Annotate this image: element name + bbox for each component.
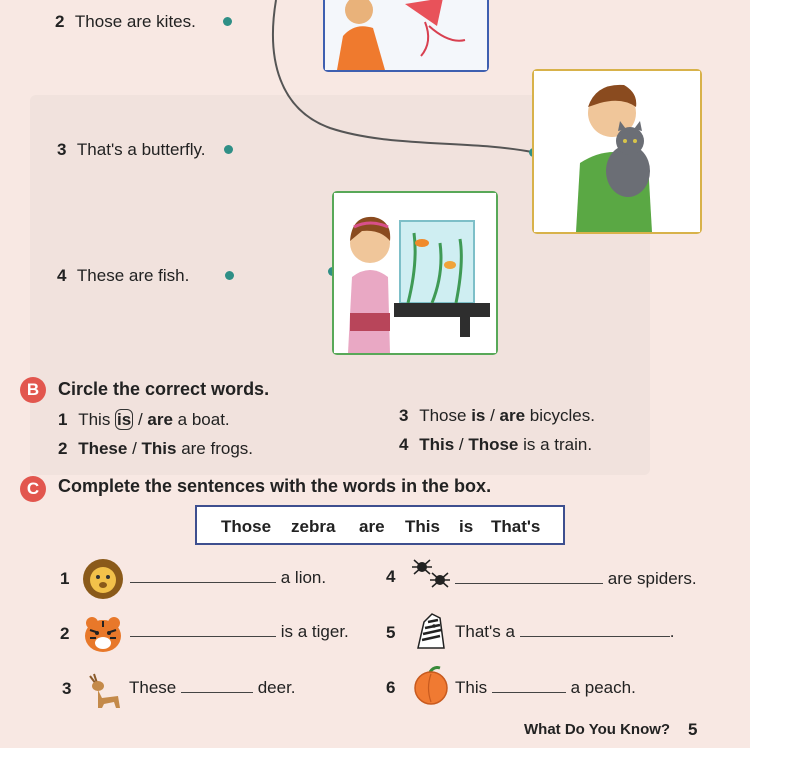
item-number: 2 — [58, 439, 68, 458]
zebra-icon — [410, 612, 450, 650]
sentence-text: a lion. — [280, 568, 327, 587]
section-b-heading: Circle the correct words. — [58, 379, 270, 399]
matching-item-4 — [57, 266, 189, 286]
word-box-word: are — [359, 517, 385, 536]
sentence-text: That's a — [455, 622, 515, 641]
separator: / — [133, 410, 148, 429]
word-box-word: zebra — [291, 517, 336, 536]
page-number: 5 — [688, 720, 698, 739]
item-number: 4 — [399, 435, 409, 454]
spiders-icon — [410, 556, 452, 592]
sentence-text: are spiders. — [607, 569, 697, 588]
item-text: That's a butterfly. — [76, 140, 206, 159]
sentence-text: is a tiger. — [280, 622, 349, 641]
fill-sentence-5 — [455, 622, 674, 642]
fill-sentence-3 — [129, 678, 296, 698]
item-number: 4 — [386, 567, 396, 586]
word-box — [195, 505, 565, 545]
circle-item-1 — [58, 410, 230, 430]
sentence-text: This — [455, 678, 488, 697]
item-number: 3 — [399, 406, 409, 425]
circle-item-3 — [399, 406, 595, 426]
option-circled[interactable]: is — [117, 410, 132, 429]
fill-sentence-1 — [130, 568, 326, 588]
item-text: bicycles. — [525, 406, 595, 425]
item-number: 2 — [60, 624, 70, 643]
item-text: These are fish. — [76, 266, 190, 285]
option[interactable]: This — [419, 435, 455, 454]
item-number: 1 — [58, 410, 68, 429]
sentence-text: . — [669, 622, 675, 641]
item-text: This — [78, 410, 116, 429]
item-number: 6 — [386, 678, 396, 697]
word-box-word: Those — [221, 517, 272, 536]
fill-sentence-4 — [455, 569, 697, 589]
answer-blank[interactable] — [520, 622, 670, 637]
answer-blank[interactable] — [130, 622, 276, 637]
item-number: 4 — [57, 266, 67, 285]
sentence-text: deer. — [257, 678, 296, 697]
answer-blank[interactable] — [130, 568, 276, 583]
match-dot[interactable] — [225, 271, 234, 280]
cat-picture — [532, 69, 702, 234]
option[interactable]: are — [147, 410, 173, 429]
circle-item-2 — [58, 439, 253, 459]
item-number: 3 — [62, 679, 72, 698]
item-number: 3 — [57, 140, 67, 159]
option[interactable]: These — [78, 439, 128, 458]
boy-with-cat-illustration — [534, 71, 700, 232]
peach-icon — [412, 666, 450, 706]
answer-blank[interactable] — [492, 678, 566, 693]
sentence-text: These — [129, 678, 177, 697]
fill-sentence-6 — [455, 678, 636, 698]
item-number: 2 — [55, 12, 65, 31]
separator: / — [485, 406, 500, 425]
tiger-icon — [82, 614, 124, 654]
section-c-badge: C — [20, 476, 46, 502]
girl-fish-tank-illustration — [334, 193, 496, 353]
circle-item-4 — [399, 435, 592, 455]
sentence-text: a peach. — [570, 678, 636, 697]
fill-sentence-2 — [130, 622, 349, 642]
answer-blank[interactable] — [181, 678, 253, 693]
item-text: Those are kites. — [74, 12, 196, 31]
kites-picture — [323, 0, 489, 72]
item-text: a boat. — [172, 410, 230, 429]
fish-picture — [332, 191, 498, 355]
item-number: 5 — [386, 623, 396, 642]
answer-blank[interactable] — [455, 569, 603, 584]
separator: / — [127, 439, 142, 458]
item-number: 1 — [60, 569, 70, 588]
option[interactable]: Those — [468, 435, 519, 454]
kites-illustration — [325, 0, 487, 70]
option[interactable]: are — [499, 406, 526, 425]
item-text: is a train. — [518, 435, 593, 454]
footer-title: What Do You Know? — [524, 721, 671, 738]
section-c-heading: Complete the sentences with the words in the box. — [58, 476, 492, 496]
deer-icon — [84, 668, 126, 708]
section-b-badge: B — [20, 377, 46, 403]
word-box-word: That's — [491, 517, 541, 536]
separator: / — [454, 435, 469, 454]
item-text: Those — [419, 406, 472, 425]
option[interactable]: This — [141, 439, 177, 458]
word-box-word: This — [405, 517, 440, 536]
lion-icon — [82, 558, 124, 600]
option[interactable]: is — [471, 406, 486, 425]
word-box-word: is — [459, 517, 474, 536]
item-text: are frogs. — [176, 439, 254, 458]
